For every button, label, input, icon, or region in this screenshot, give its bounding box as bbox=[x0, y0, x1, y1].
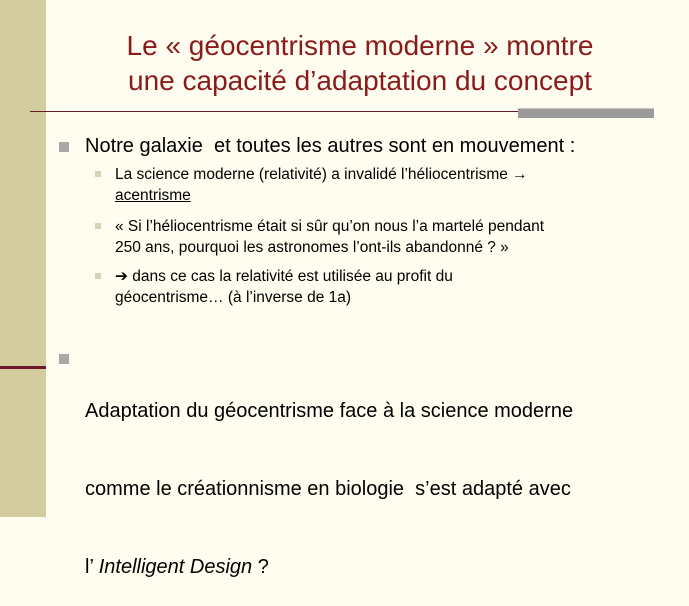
sub-bullet-3 bbox=[115, 266, 453, 308]
title-line-1: Le « géocentrisme moderne » montre bbox=[126, 30, 594, 61]
bullet-2-line-3-suffix: ? bbox=[252, 556, 269, 578]
bullet-2-text bbox=[85, 346, 573, 606]
square-bullet-icon bbox=[59, 354, 69, 364]
left-decor-bar bbox=[0, 0, 46, 517]
bullet-2-line-1: Adaptation du géocentrisme face à la science moderne bbox=[85, 400, 574, 422]
sub-bullet-icon bbox=[95, 223, 101, 229]
bullet-1-text: Notre galaxie et toutes les autres sont en mouvement : bbox=[85, 135, 576, 157]
sub-bullet-1-line-2: acentrisme bbox=[115, 187, 191, 204]
sub-bullet-1 bbox=[115, 164, 528, 206]
title-line-2: une capacité d’adaptation du concept bbox=[128, 65, 592, 96]
bullet-2-line-3-prefix: l’ bbox=[85, 556, 99, 578]
sub-bullet-icon bbox=[95, 273, 101, 279]
sub-bullet-1-line-1: La science moderne (relativité) a invalidé l’héliocentrisme → bbox=[115, 166, 528, 183]
sub-bullet-3-line-2: géocentrisme… (à l’inverse de 1a) bbox=[115, 289, 352, 306]
right-arrow-icon: ➔ bbox=[115, 268, 128, 285]
title-divider-accent bbox=[518, 108, 654, 118]
sub-bullet-2 bbox=[115, 216, 544, 258]
bullet-2-line-2: comme le créationnisme en biologie s’est adapté avec bbox=[85, 478, 571, 500]
sub-bullet-2-line-2: 250 ans, pourquoi les astronomes l’ont-ils abandonné ? » bbox=[115, 239, 509, 256]
sub-bullet-2-line-1: « Si l’héliocentrisme était si sûr qu’on nous l’a martelé pendant bbox=[115, 218, 545, 235]
bullet-2-line-3-italic: Intelligent Design bbox=[98, 556, 253, 578]
slide-title bbox=[60, 28, 660, 98]
left-accent-line bbox=[0, 366, 46, 369]
sub-bullet-icon bbox=[95, 171, 101, 177]
square-bullet-icon bbox=[59, 142, 69, 152]
sub-bullet-3-line-1: dans ce cas la relativité est utilisée au profit du bbox=[128, 268, 453, 285]
